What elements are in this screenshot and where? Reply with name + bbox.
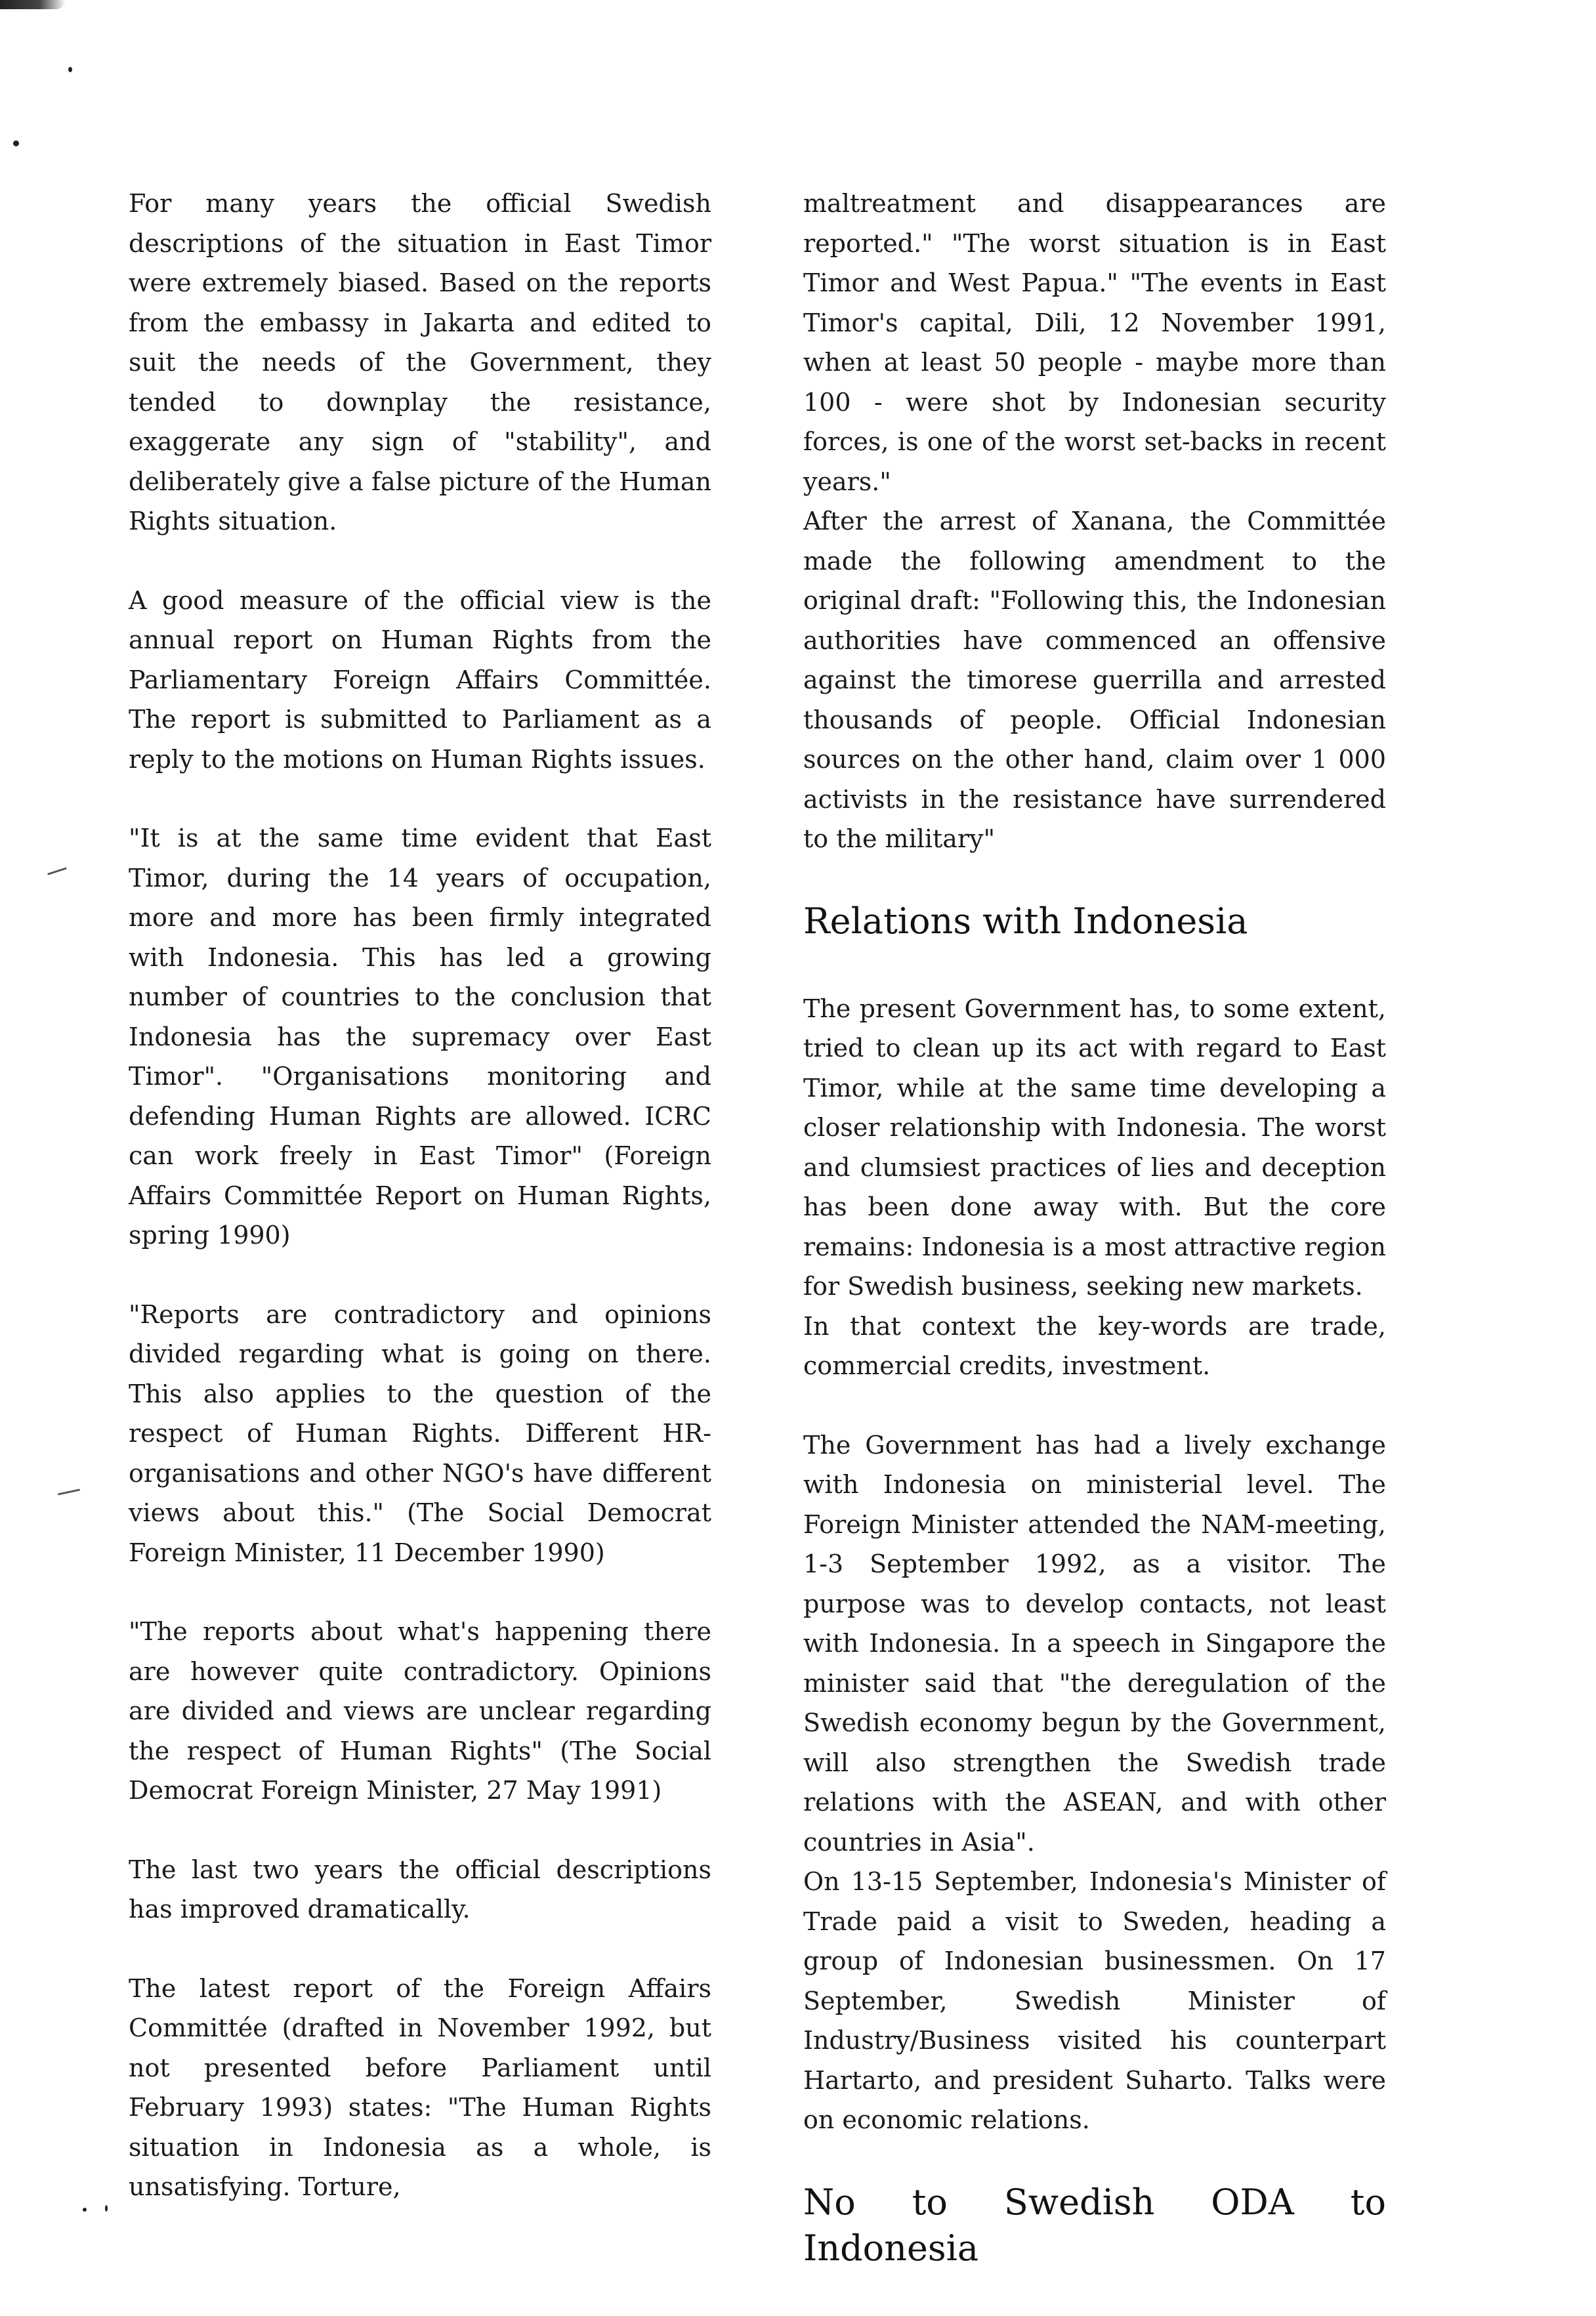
section-heading-oda: No to Swedish ODA to Indonesia [803,2181,1386,2269]
body-paragraph: On 13-15 September, Indonesia's Minister of Trade paid a visit to Sweden, heading a group of Indonesian businessmen. On 17 September, Swedish Minister of Industry/Business visited his counterpart Hartarto, and president Suharto. Talks were on economic relations. [803,1867,1386,2134]
quote-paragraph: "The reports about what's happening there are however quite contradictory. Opinions are divided and views are unclear regarding the respect of Human Rights" (The Social Democrat Foreign Minister, 27 May 1991) [129,1617,711,1805]
scan-speck [105,2205,108,2212]
body-paragraph: The last two years the official descriptions has improved dramatically. [129,1855,711,1924]
body-paragraph: The present Government has, to some extent, tried to clean up its act with regard to East Timor, while at the same time developing a closer relationship with Indonesia. The worst and clumsiest practices of lies and deception has been done away with. But the core remains: Indonesia is a most attractive region for Swedish business, seeking new markets. [803,994,1386,1301]
scan-speck [68,67,72,72]
scan-speck [13,140,19,146]
scan-dash [58,1488,80,1495]
quote-paragraph: "It is at the same time evident that East Timor, during the 14 years of occupation, more and more has been firmly integrated with Indonesia. This has led a growing number of countries to the conclusion that Indonesia has the supremacy over East Timor". "Organisations monitoring and defending Human Rights are allowed. ICRC can work freely in East Timor" (Foreign Affairs Committée Report on Human Rights, spring 1990) [129,824,711,1250]
section-heading-relations: Relations with Indonesia [803,900,1248,942]
scan-dash [47,867,66,875]
body-paragraph: A good measure of the official view is the annual report on Human Rights from the Parliamentary Foreign Affairs Committée. The report is submitted to Parliament as a reply to the motions on Human Rights issues. [129,585,711,774]
body-paragraph: The latest report of the Foreign Affairs Committée (drafted in November 1992, but not presented before Parliament until February 1993) states: "The Human Rights situation in Indonesia as a whole, is unsatisfying. Torture, [129,1973,711,2201]
body-paragraph: The Government has had a lively exchange with Indonesia on ministerial level. The Foreign Minister attended the NAM-meeting, 1-3 September 1992, as a visitor. The purpose was to develop contacts, not least with Indonesia. In a speech in Singapore the minister said that "the deregulation of the Swedish economy begun by the Government, will also strengthen the Swedish trade relations with the ASEAN, and with other countries in Asia". [803,1430,1386,1857]
body-paragraph: After the arrest of Xanana, the Committée made the following amendment to the original draft: "Following this, the Indonesian authorities have commenced an offensive against the timorese guerrilla and arrested thousands of people. Official Indonesian sources on the other hand, claim over 1 000 activists in the resistance have surrendered to the military" [803,507,1386,853]
body-paragraph: In that context the key-words are trade, commercial credits, investment. [803,1311,1386,1380]
scan-speck [83,2208,87,2212]
body-paragraph: For many years the official Swedish descriptions of the situation in East Timor were extremely biased. Based on the reports from the embassy in Jakarta and edited to suit the needs of the Government, they tended to downplay the resistance, exaggerate any sign of "stability", and deliberately give a false picture of the Human Rights situation. [129,189,711,536]
scan-corner-mark [0,0,66,9]
left-column [129,184,711,2207]
quote-paragraph: "Reports are contradictory and opinions divided regarding what is going on there. This also applies to the question of the respect of Human Rights. Different HR-organisations and other NGO's have different views about this." (The Social Democrat Foreign Minister, 11 December 1990) [129,1299,711,1567]
right-column [803,184,1386,2316]
body-paragraph: maltreatment and disappearances are reported." "The worst situation is in East Timor and West Papua." "The events in East Timor's capital, Dili, 12 November 1991, when at least 50 people - maybe more than 100 - were shot by Indonesian security forces, is one of the worst set-backs in recent years." [803,189,1386,496]
